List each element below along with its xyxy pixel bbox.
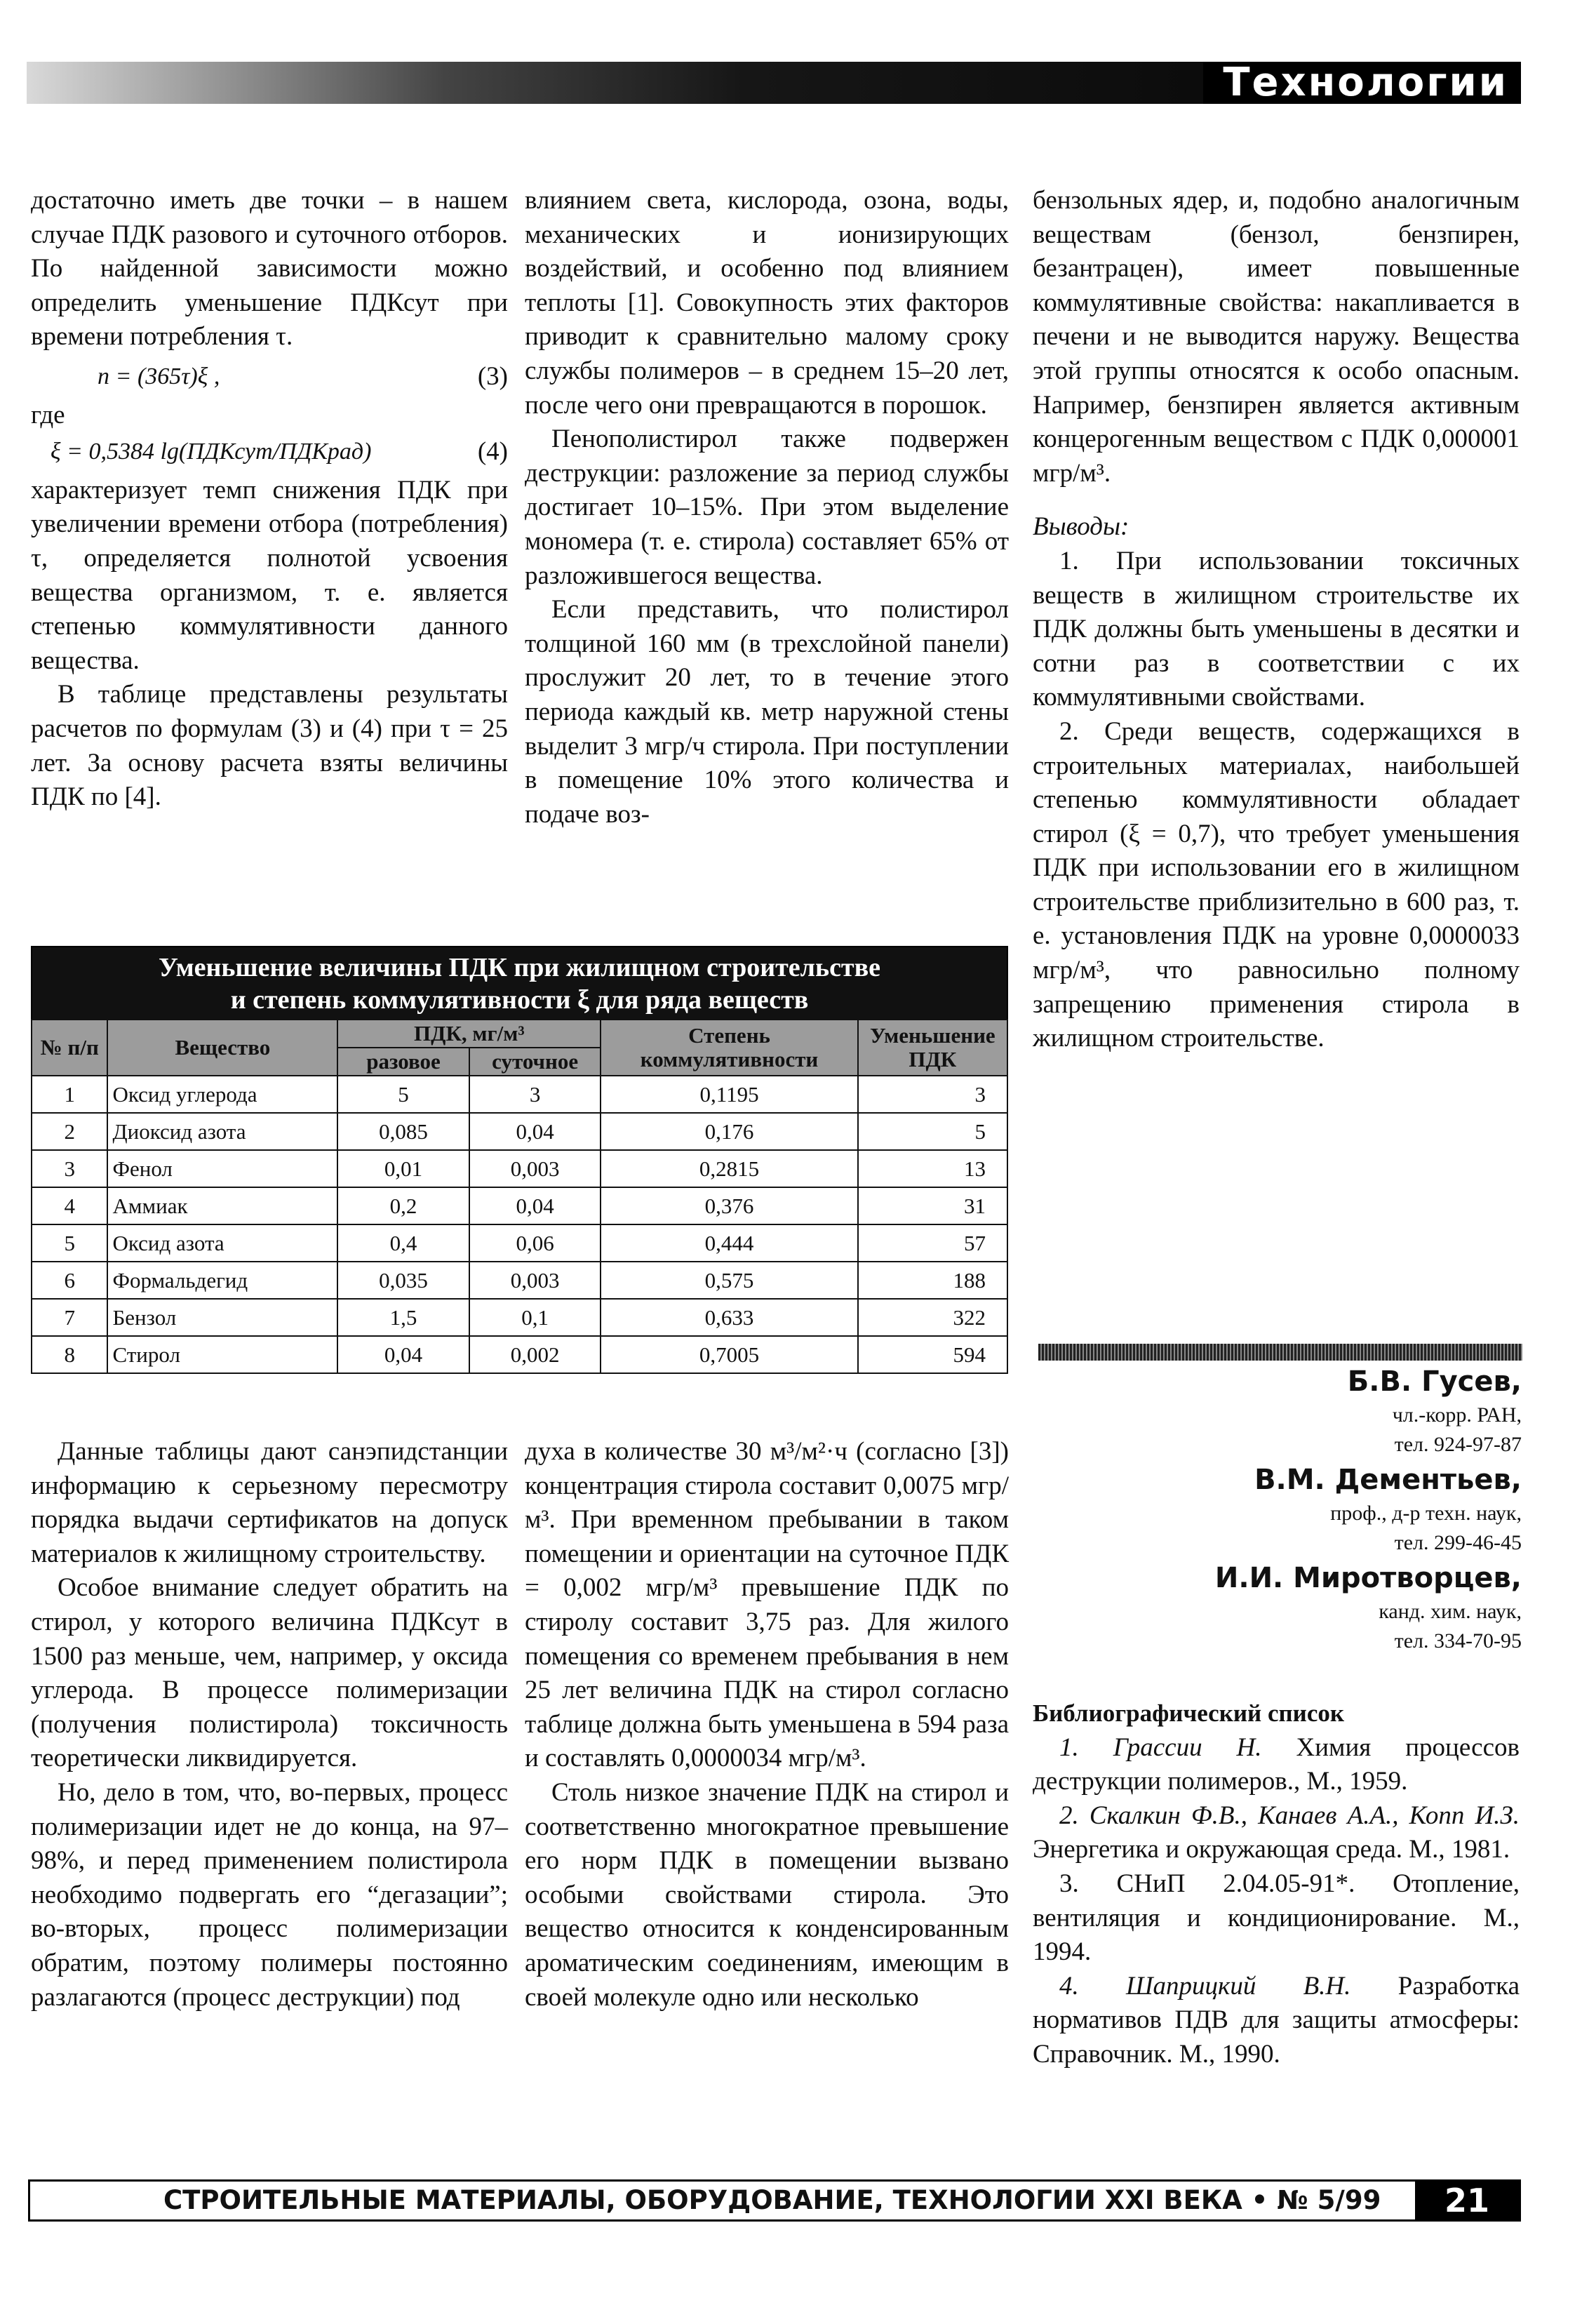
author-title: канд. хим. наук, [1379,1600,1522,1623]
section-title: Технологии [1203,62,1521,104]
table-title [31,946,1008,1019]
header-bar [27,62,1521,104]
cell-single: 0,085 [337,1113,469,1150]
cell-num: 7 [32,1299,107,1336]
paragraph: В таблице представлены результаты расчетов по формулам (3) и (4) при τ = 25 лет. За основу расчета взяты величины ПДК по [4]. [31,680,508,812]
author-name: В.М. Дементьев, [1254,1464,1522,1496]
bibliography-author: 2. Скалкин Ф.В., Канаев А.А., Копп И.З. [1059,1801,1520,1830]
cell-degree: 0,1195 [601,1076,857,1113]
header-daily: суточное [469,1048,601,1076]
paragraph: Данные таблицы дают санэпидстанции информацию к серьезному пересмотру порядка выдачи сертификатов на допуск материалов к жилищному строительству. [31,1437,508,1568]
cell-reduction: 5 [858,1113,1007,1150]
formula-number: (4) [477,437,508,467]
cell-reduction: 322 [858,1299,1007,1336]
table [31,1019,1008,1374]
journal-name: СТРОИТЕЛЬНЫЕ МАТЕРИАЛЫ, ОБОРУДОВАНИЕ, ТЕХНОЛОГИИ XXI ВЕКА • № 5/99 [163,2185,1381,2215]
cell-daily: 0,04 [469,1113,601,1150]
cell-single: 1,5 [337,1299,469,1336]
bibliography-author: 1. Грассии Н. [1059,1732,1262,1762]
table-row [32,1113,1007,1150]
bibliography-text: Химия процессов деструкции полимеров., М., 1959. [1033,1732,1520,1796]
cell-degree: 0,376 [601,1187,857,1224]
table-row [32,1076,1007,1113]
data-table [31,946,1008,1374]
paragraph: Столь низкое значение ПДК на стирол и соответственно многократное превышение его норм ПДК в помещении вызвано особыми свойствами стирола. Это вещество относится к конденсированным ароматическим соединениям, имеющим в своей молекуле одно или несколько [525,1777,1009,2012]
page-number: 21 [1415,2179,1519,2222]
column-1-top [31,184,508,815]
bibliography-title: Библиографический список [1033,1699,1345,1727]
cell-daily: 0,003 [469,1262,601,1299]
formula-expression: ξ = 0,5384 lg(ПДКсут/ПДКрад) [51,439,372,465]
conclusions-label: Выводы: [1033,512,1129,542]
header-degree: Степень коммулятивности [601,1020,857,1076]
cell-single: 0,4 [337,1224,469,1262]
header-pdk: ПДК, мг/м³ [337,1020,601,1048]
conclusion-item: 2. Среди веществ, содержащихся в строительных материалах, наибольшей степенью коммулятивности обладает стирол (ξ = 0,7), что требует уменьшения ПДК при использовании его в жилищном строительстве приблизительно в 600 раз, т. е. установления ПДК на уровне 0,0000033 мгр/м³, что равносильно полному запрещению применения стирола в жилищном строительстве. [1033,716,1520,1053]
bibliography-text: Разработка нормативов ПДВ для защиты атмосферы: Справочник. М., 1990. [1033,1971,1520,2069]
cell-single: 0,2 [337,1187,469,1224]
author-name: Б.В. Гусев, [1347,1365,1522,1398]
cell-degree: 0,176 [601,1113,857,1150]
cell-num: 4 [32,1187,107,1224]
cell-reduction: 57 [858,1224,1007,1262]
table-title-line: и степень коммулятивности ξ для ряда веществ [230,985,809,1015]
cell-substance: Фенол [107,1150,337,1187]
paragraph: Пенополистирол также подвержен деструкции: разложение за период службы достигает 10–15%. При этом выделение мономера (т. е. стирола) составляет 65% от разложившегося вещества. [525,425,1009,590]
cell-substance: Стирол [107,1336,337,1373]
author-phone: тел. 334-70-95 [1394,1629,1522,1652]
table-row [32,1299,1007,1336]
cell-substance: Аммиак [107,1187,337,1224]
column-3 [1033,184,1520,1056]
paragraph: бензольных ядер, и, подобно аналогичным веществам (бензол, бензпирен, безантрацен), имеет повышенные коммулятивные свойства: накапливается в печени и не выводится наружу. Вещества этой группы относятся к особо опасным. Например, бензпирен является активным концерогенным веществом с ПДК 0,000001 мгр/м³. [1033,186,1520,488]
table-row [32,1262,1007,1299]
column-2-bottom [525,1435,1009,2015]
cell-reduction: 3 [858,1076,1007,1113]
header-num: № п/п [32,1020,107,1076]
cell-single: 0,035 [337,1262,469,1299]
table-row [32,1224,1007,1262]
bibliography-author: 4. Шаприцкий В.Н. [1059,1971,1351,2001]
formula-4 [31,435,508,469]
cell-substance: Диоксид азота [107,1113,337,1150]
cell-daily: 0,04 [469,1187,601,1224]
bibliography-item [1033,1867,1520,1970]
cell-daily: 0,002 [469,1336,601,1373]
cell-reduction: 188 [858,1262,1007,1299]
formula-expression: n = (365τ)ξ , [98,363,220,389]
table-row [32,1187,1007,1224]
paragraph: духа в количестве 30 м³/м²·ч (согласно [3]) концентрация стирола составит 0,0075 мгр/м³. При временном пребывании в таком помещении и ориентации на суточное ПДК = 0,002 мгр/м³ превышение ПДК по стиролу составит 3,75 раз. Для жилого помещения со временем пребывания в нем 25 лет величина ПДК на стирол согласно таблице должна быть уменьшена в 594 раза и составлять 0,0000034 мгр/м³. [525,1437,1009,1773]
cell-num: 5 [32,1224,107,1262]
bibliography [1033,1697,1520,2072]
cell-degree: 0,633 [601,1299,857,1336]
header-substance: Вещество [107,1020,337,1076]
cell-degree: 0,575 [601,1262,857,1299]
table-row [32,1150,1007,1187]
author-phone: тел. 299-46-45 [1394,1531,1522,1554]
author-title: чл.-корр. РАН, [1392,1403,1522,1427]
cell-degree: 0,2815 [601,1150,857,1187]
conclusion-item: 1. При использовании токсичных веществ в жилищном строительстве их ПДК должны быть уменьшены в десятки и сотни раз в соответствии с их коммулятивными свойствами. [1033,546,1520,712]
cell-reduction: 594 [858,1336,1007,1373]
paragraph: достаточно иметь две точки – в нашем случае ПДК разового и суточного отборов. По найденной зависимости можно определить уменьшение ПДКсут при времени потребления τ. [31,186,508,352]
cell-substance: Бензол [107,1299,337,1336]
author-name: И.И. Миротворцев, [1214,1562,1522,1594]
cell-daily: 0,1 [469,1299,601,1336]
bibliography-text: 3. СНиП 2.04.05-91*. Отопление, вентиляция и кондиционирование. М., 1994. [1033,1869,1520,1967]
bibliography-item [1033,1799,1520,1867]
cell-daily: 0,003 [469,1150,601,1187]
formula-number: (3) [477,361,508,391]
cell-num: 1 [32,1076,107,1113]
paragraph: Если представить, что полистирол толщиной 160 мм (в трехслойной панели) прослужит 20 лет, то в течение этого периода каждый кв. метр наружной стены выделит 3 мгр/ч стирола. При поступлении в помещение 10% этого количества и подаче воз- [525,595,1009,829]
bibliography-text: Энергетика и окружающая среда. М., 1981. [1033,1835,1510,1864]
footer-bar [28,2179,1521,2222]
cell-single: 5 [337,1076,469,1113]
column-2-top [525,184,1009,832]
paragraph: характеризует темп снижения ПДК при увеличении времени отбора (потребления) τ, определяется полнотой усвоения вещества организмом, т. е. является степенью коммулятивности данного вещества. [31,475,508,675]
paragraph: Но, дело в том, что, во-первых, процесс полимеризации идет не до конца, на 97–98%, и перед применением полистирола необходимо подвергать его “дегазации”; во-вторых, процесс полимеризации обратим, поэтому полимеры постоянно разлагаются (процесс деструкции) под [31,1777,508,2012]
column-1-bottom [31,1435,508,2015]
cell-num: 8 [32,1336,107,1373]
cell-daily: 3 [469,1076,601,1113]
cell-degree: 0,444 [601,1224,857,1262]
cell-reduction: 31 [858,1187,1007,1224]
bibliography-item [1033,1731,1520,1799]
bibliography-item [1033,1970,1520,2072]
header-reduction: Уменьшение ПДК [858,1020,1007,1076]
table-title-line: Уменьшение величины ПДК при жилищном строительстве [159,953,880,982]
author-phone: тел. 924-97-87 [1394,1433,1522,1456]
cell-num: 2 [32,1113,107,1150]
cell-daily: 0,06 [469,1224,601,1262]
cell-num: 6 [32,1262,107,1299]
cell-substance: Оксид азота [107,1224,337,1262]
author-title: проф., д-р техн. наук, [1330,1502,1522,1525]
where-label: где [31,400,65,429]
cell-single: 0,01 [337,1150,469,1187]
paragraph: влиянием света, кислорода, озона, воды, механических и ионизирующих воздействий, и особенно под влиянием теплоты [1]. Совокупность этих факторов приводит к сравнительно малому сроку службы полимеров – в среднем 15–20 лет, после чего они превращаются в порошок. [525,186,1009,420]
paragraph: Особое внимание следует обратить на стирол, у которого величина ПДКсут в 1500 раз меньше, чем, например, у оксида углерода. В процессе полимеризации (получения полистирола) токсичность теоретически ликвидируется. [31,1573,508,1773]
table-row [32,1336,1007,1373]
formula-3 [31,360,508,394]
cell-reduction: 13 [858,1150,1007,1187]
cell-degree: 0,7005 [601,1336,857,1373]
author-divider [1038,1344,1522,1361]
cell-num: 3 [32,1150,107,1187]
cell-single: 0,04 [337,1336,469,1373]
cell-substance: Формальдегид [107,1262,337,1299]
cell-substance: Оксид углерода [107,1076,337,1113]
header-single: разовое [337,1048,469,1076]
